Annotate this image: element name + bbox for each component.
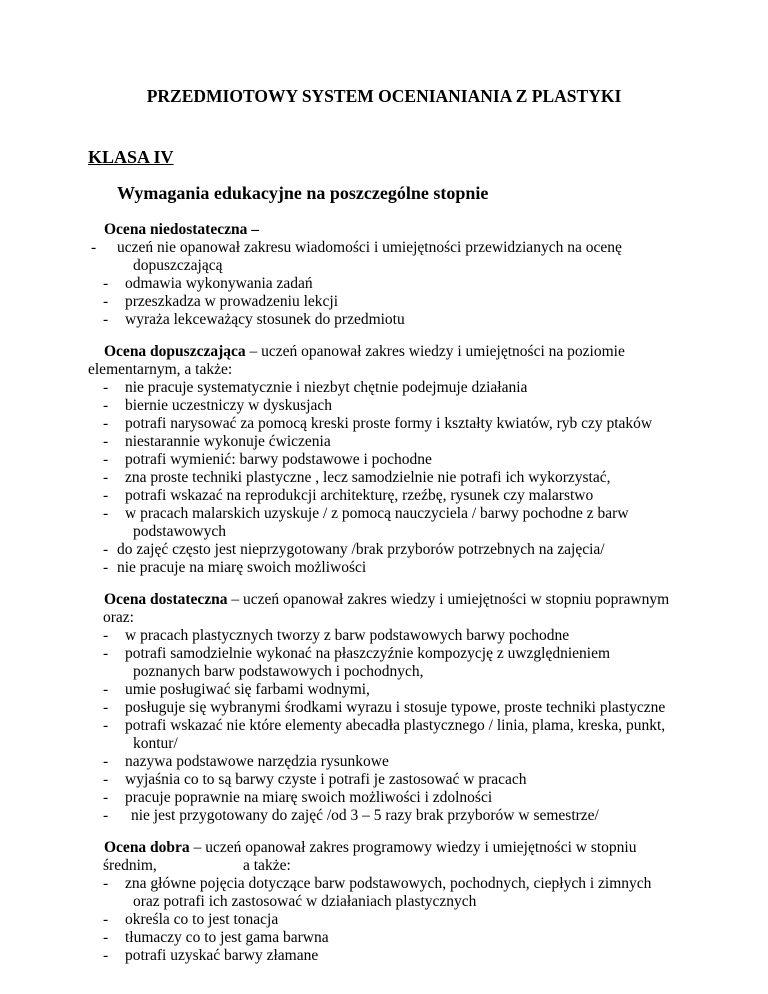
list-dash: - bbox=[103, 275, 109, 292]
list-item: wyjaśnia co to są barwy czyste i potrafi je zastosować w pracach bbox=[125, 771, 527, 788]
list-item: nie pracuje systematycznie i niezbyt chętnie podejmuje działania bbox=[125, 379, 528, 396]
grade-description: – uczeń opanował zakres programowy wiedzy i umiejętności w stopniu bbox=[189, 839, 637, 856]
list-item: potrafi wskazać na reprodukcji architekturę, rzeźbę, rysunek czy malarstwo bbox=[125, 487, 594, 504]
list-dash: - bbox=[103, 293, 109, 310]
grade-description: – uczeń opanował zakres wiedzy i umiejętności w stopniu poprawnym bbox=[227, 591, 670, 608]
list-dash: - bbox=[103, 753, 109, 770]
list-dash: - bbox=[103, 875, 109, 892]
list-dash: - bbox=[103, 433, 109, 450]
list-dash: - bbox=[103, 717, 109, 734]
list-dash: - bbox=[103, 645, 109, 662]
list-dash: - bbox=[103, 379, 109, 396]
list-dash: - bbox=[103, 505, 109, 522]
list-dash: - bbox=[103, 929, 109, 946]
list-item-continued: kontur/ bbox=[133, 735, 178, 752]
list-item: tłumaczy co to jest gama barwna bbox=[125, 929, 329, 946]
list-dash: - bbox=[91, 239, 97, 256]
list-dash: - bbox=[103, 789, 109, 806]
grade-description-continued: oraz: bbox=[103, 609, 134, 626]
list-dash: - bbox=[103, 559, 109, 576]
grade-description-continued: elementarnym, a także: bbox=[88, 361, 233, 378]
list-item: w pracach plastycznych tworzy z barw podstawowych barwy pochodne bbox=[125, 627, 570, 644]
list-dash: - bbox=[103, 541, 109, 558]
list-dash: - bbox=[103, 947, 109, 964]
list-item: zna proste techniki plastyczne , lecz samodzielnie nie potrafi ich wykorzystać, bbox=[125, 469, 611, 486]
list-item: nie pracuje na miarę swoich możliwości bbox=[117, 559, 367, 576]
list-item: nie jest przygotowany do zajęć /od 3 – 5 razy brak przyborów w semestrze/ bbox=[131, 807, 599, 824]
page-title: PRZEDMIOTOWY SYSTEM OCENIANIANIA Z PLASTYKI bbox=[146, 86, 622, 106]
list-item: posługuje się wybranymi środkami wyrazu i stosuje typowe, proste techniki plastyczne bbox=[125, 699, 666, 716]
list-item: przeszkadza w prowadzeniu lekcji bbox=[125, 293, 339, 310]
grade-label: Ocena niedostateczna – bbox=[104, 221, 259, 238]
class-heading: KLASA IV bbox=[88, 147, 174, 167]
list-item: pracuje poprawnie na miarę swoich możliwości i zdolności bbox=[125, 789, 493, 806]
list-item: określa co to jest tonacja bbox=[125, 911, 279, 928]
list-dash: - bbox=[103, 311, 109, 328]
list-dash: - bbox=[103, 681, 109, 698]
grade-description: – uczeń opanował zakres wiedzy i umiejętności na poziomie bbox=[245, 343, 625, 360]
list-item: potrafi wymienić: barwy podstawowe i pochodne bbox=[125, 451, 432, 468]
list-item: biernie uczestniczy w dyskusjach bbox=[125, 397, 333, 414]
list-dash: - bbox=[103, 397, 109, 414]
list-item: umie posługiwać się farbami wodnymi, bbox=[125, 681, 370, 698]
list-dash: - bbox=[103, 487, 109, 504]
list-dash: - bbox=[103, 415, 109, 432]
grade-label: Ocena dopuszczająca bbox=[104, 343, 246, 360]
list-item: potrafi samodzielnie wykonać na płaszczyźnie kompozycję z uwzględnieniem bbox=[125, 645, 611, 662]
grade-description-continued: średnim, bbox=[103, 857, 157, 874]
requirements-heading: Wymagania edukacyjne na poszczególne stopnie bbox=[117, 183, 489, 203]
list-item: wyraża lekceważący stosunek do przedmiotu bbox=[125, 311, 405, 328]
list-item: do zajęć często jest nieprzygotowany /brak przyborów potrzebnych na zajęcia/ bbox=[117, 541, 605, 558]
list-dash: - bbox=[103, 911, 109, 928]
list-item: uczeń nie opanował zakresu wiadomości i umiejętności przewidzianych na ocenę bbox=[117, 239, 622, 256]
list-item: niestarannie wykonuje ćwiczenia bbox=[125, 433, 331, 450]
grade-description-continued: a także: bbox=[243, 857, 291, 874]
list-dash: - bbox=[103, 699, 109, 716]
list-item: odmawia wykonywania zadań bbox=[125, 275, 313, 292]
grade-label: Ocena dostateczna bbox=[104, 591, 228, 608]
grade-label: Ocena dobra bbox=[104, 839, 190, 856]
list-dash: - bbox=[103, 627, 109, 644]
list-item: potrafi uzyskać barwy złamane bbox=[125, 947, 319, 964]
list-item: zna główne pojęcia dotyczące barw podstawowych, pochodnych, ciepłych i zimnych bbox=[125, 875, 652, 892]
list-dash: - bbox=[103, 771, 109, 788]
list-item: potrafi wskazać nie które elementy abecadła plastycznego / linia, plama, kreska, punkt, bbox=[125, 717, 666, 734]
list-item-continued: dopuszczającą bbox=[133, 257, 223, 274]
list-dash: - bbox=[103, 451, 109, 468]
list-item-continued: oraz potrafi ich zastosować w działaniach plastycznych bbox=[133, 893, 477, 910]
list-item: nazywa podstawowe narzędzia rysunkowe bbox=[125, 753, 389, 770]
grade-intro bbox=[104, 591, 669, 609]
list-item-continued: poznanych barw podstawowych i pochodnych, bbox=[133, 663, 424, 680]
list-item: w pracach malarskich uzyskuje / z pomocą nauczyciela / barwy pochodne z barw bbox=[125, 505, 629, 522]
list-item: potrafi narysować za pomocą kreski proste formy i kształty kwiatów, ryb czy ptaków bbox=[125, 415, 653, 432]
grade-intro bbox=[104, 839, 636, 857]
grade-intro bbox=[104, 343, 625, 361]
list-item-continued: podstawowych bbox=[133, 523, 226, 540]
list-dash: - bbox=[103, 469, 109, 486]
list-dash: - bbox=[103, 807, 109, 824]
